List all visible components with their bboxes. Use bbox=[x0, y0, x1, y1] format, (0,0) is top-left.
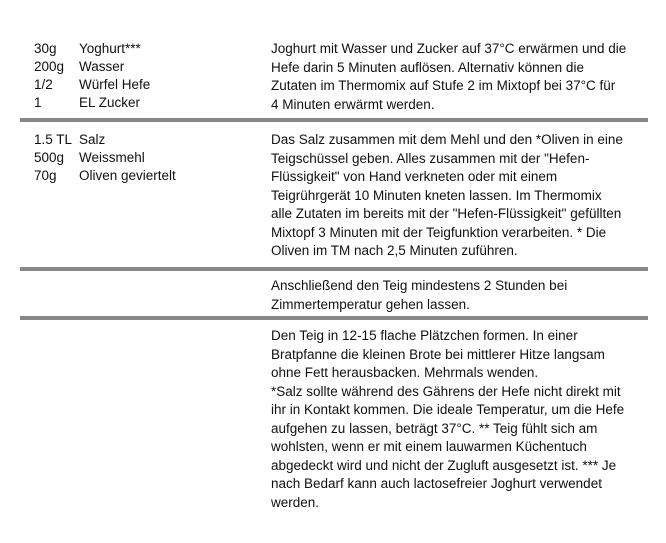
ingredient-name: Yoghurt*** bbox=[79, 41, 141, 56]
instruction-text: Anschließend den Teig mindestens 2 Stunden bei Zimmertemperatur gehen lassen. bbox=[271, 278, 568, 312]
ingredient-name: Wasser bbox=[79, 59, 125, 74]
ingredient-row bbox=[34, 58, 150, 76]
ingredient-row bbox=[34, 40, 150, 58]
ingredient-row bbox=[34, 167, 176, 185]
instruction-text: Das Salz zusammen mit dem Mehl und den *Oliven in eine Teigschüssel geben. Alles zusammen mit der "Hefen- Flüssigkeit" von Hand verkneten oder mit einem Teigrührgerät 10 Minuten kneten lassen. Im Thermomix alle Zutaten im bereits mit der "Hefen-Flüssigkeit" gefüllten Mixtopf 3 Minuten mit der Teigfunktion verarbeiten. * Die Oliven im TM nach 2,5 Minuten zuführen. bbox=[271, 132, 623, 258]
ingredient-list bbox=[34, 131, 176, 185]
ingredient-quantity: 30g bbox=[34, 41, 57, 56]
recipe-document bbox=[20, 0, 648, 519]
ingredient-name: Würfel Hefe bbox=[79, 77, 151, 92]
recipe-step-4 bbox=[20, 319, 648, 519]
ingredient-row bbox=[34, 76, 150, 94]
ingredient-name: Weissmehl bbox=[79, 150, 145, 165]
ingredient-row bbox=[34, 131, 176, 149]
ingredient-name: Oliven geviertelt bbox=[79, 168, 176, 183]
ingredient-list bbox=[34, 40, 150, 112]
ingredient-row bbox=[34, 94, 150, 112]
ingredient-quantity: 500g bbox=[34, 150, 65, 165]
ingredient-quantity: 200g bbox=[34, 59, 65, 74]
recipe-step-3 bbox=[20, 269, 648, 319]
ingredient-row bbox=[34, 149, 176, 167]
instruction-text: Den Teig in 12-15 flache Plätzchen formen. In einer Bratpfanne die kleinen Brote bei mittlerer Hitze langsam ohne Fett herausbacken. Mehrmals wenden. *Salz sollte während des Gährens der Hefe nicht direkt mit ihr in Kontakt kommen. Die ideale Temperatur, um die Hefe aufgehen zu lassen, beträgt 37°C. ** Teig fühlt sich am wohlsten, wenn er mit einem lauwarmen Küchentuch abgedeckt wird und nicht der Zugluft ausgesetzt ist. *** Je nach Bedarf kann auch lactosefreier Joghurt verwendet werden. bbox=[271, 328, 625, 510]
recipe-step-1 bbox=[20, 0, 648, 120]
ingredient-quantity: 1/2 bbox=[34, 77, 53, 92]
ingredient-quantity: 1 bbox=[34, 95, 42, 110]
recipe-step-2 bbox=[20, 120, 648, 269]
instruction-text: Joghurt mit Wasser und Zucker auf 37°C erwärmen und die Hefe darin 5 Minuten auflösen. Alternativ können die Zutaten im Thermomix auf Stufe 2 im Mixtopf bei 37°C für 4 Minuten erwärmt werden. bbox=[271, 41, 627, 112]
ingredient-quantity: 1.5 TL bbox=[34, 132, 73, 147]
ingredient-name: Salz bbox=[79, 132, 106, 147]
ingredient-name: EL Zucker bbox=[79, 95, 141, 110]
ingredient-quantity: 70g bbox=[34, 168, 57, 183]
